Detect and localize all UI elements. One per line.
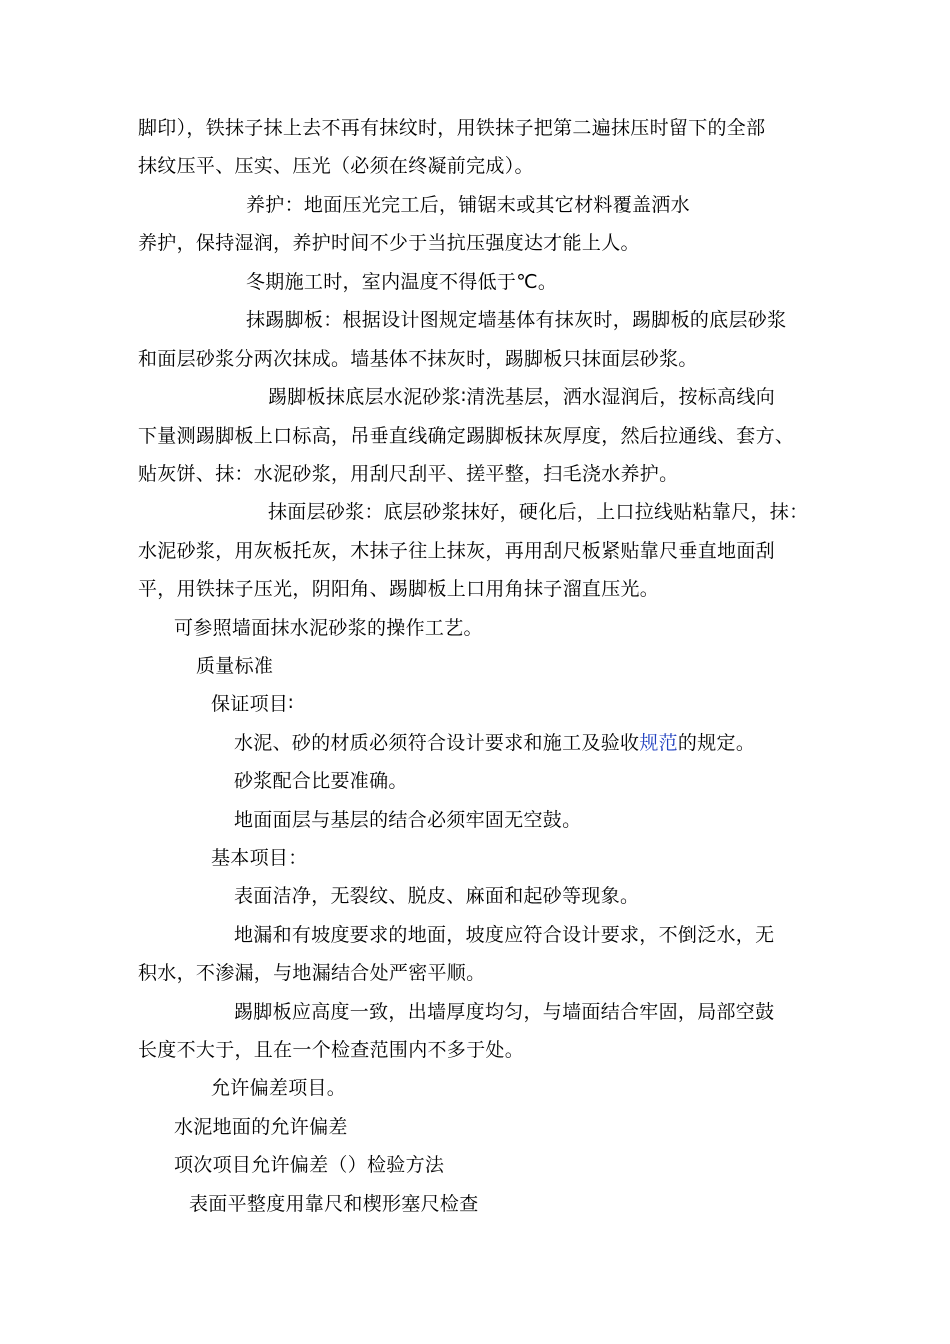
text-line: 积水，不渗漏，与地漏结合处严密平顺。 <box>138 962 486 984</box>
text-line: 抹纹压平、压实、压光（必须在终凝前完成）。 <box>138 155 534 177</box>
text-line: 地漏和有坡度要求的地面，坡度应符合设计要求，不倒泛水，无 <box>234 924 775 946</box>
text-line: 平，用铁抹子压光，阴阳角、踢脚板上口用角抹子溜直压光。 <box>138 578 660 600</box>
table-row: 表面平整度用靠尺和楔形塞尺检查 <box>189 1193 479 1215</box>
text-line: 抹面层砂浆：底层砂浆抹好，硬化后，上口拉线贴粘靠尺，抹： <box>268 501 809 523</box>
table-header: 项次项目允许偏差（）检验方法 <box>174 1154 445 1176</box>
table-title: 水泥地面的允许偏差 <box>174 1116 348 1138</box>
text-line: 表面洁净，无裂纹、脱皮、麻面和起砂等现象。 <box>234 885 640 907</box>
text-line: 抹踢脚板：根据设计图规定墙基体有抹灰时，踢脚板的底层砂浆 <box>246 309 787 331</box>
text-line: 踢脚板抹底层水泥砂浆∶清洗基层，洒水湿润后，按标高线向 <box>268 386 776 408</box>
text-line: 长度不大于，且在一个检查范围内不多于处。 <box>138 1039 525 1061</box>
text-line: 下量测踢脚板上口标高，吊垂直线确定踢脚板抹灰厚度，然后拉通线、套方、 <box>138 425 795 447</box>
text-line: 养护：地面压光完工后，铺锯末或其它材料覆盖洒水 <box>246 194 690 216</box>
text-line: 脚印），铁抹子抹上去不再有抹纹时，用铁抹子把第二遍抹压时留下的全部 <box>138 117 766 139</box>
text-line: 地面面层与基层的结合必须牢固无空鼓。 <box>234 809 582 831</box>
text-line: 踢脚板应高度一致，出墙厚度均匀，与墙面结合牢固，局部空鼓 <box>234 1001 775 1023</box>
standard-link[interactable]: 规范 <box>639 732 678 754</box>
text-line: 和面层砂浆分两次抹成。墙基体不抹灰时，踢脚板只抹面层砂浆。 <box>138 348 698 370</box>
text-line: 贴灰饼、抹：水泥砂浆，用刮尺刮平、搓平整，扫毛浇水养护。 <box>138 463 679 485</box>
text-line <box>234 731 755 755</box>
subsection-heading: 基本项目： <box>211 847 308 869</box>
text-segment: 的规定。 <box>677 732 756 754</box>
section-heading: 质量标准 <box>196 655 274 677</box>
text-line: 可参照墙面抹水泥砂浆的操作工艺。 <box>174 617 483 639</box>
text-line: 养护，保持湿润，养护时间不少于当抗压强度达才能上人。 <box>138 232 640 254</box>
subsection-heading: 保证项目∶ <box>211 693 294 715</box>
text-line: 砂浆配合比要准确。 <box>234 770 408 792</box>
subsection-heading: 允许偏差项目。 <box>211 1077 347 1099</box>
text-line: 水泥砂浆，用灰板托灰，木抹子往上抹灰，再用刮尺板紧贴靠尺垂直地面刮 <box>138 540 775 562</box>
text-segment: 水泥、砂的材质必须符合设计要求和施工及验收 <box>234 732 640 754</box>
text-line: 冬期施工时，室内温度不得低于℃。 <box>246 271 558 293</box>
